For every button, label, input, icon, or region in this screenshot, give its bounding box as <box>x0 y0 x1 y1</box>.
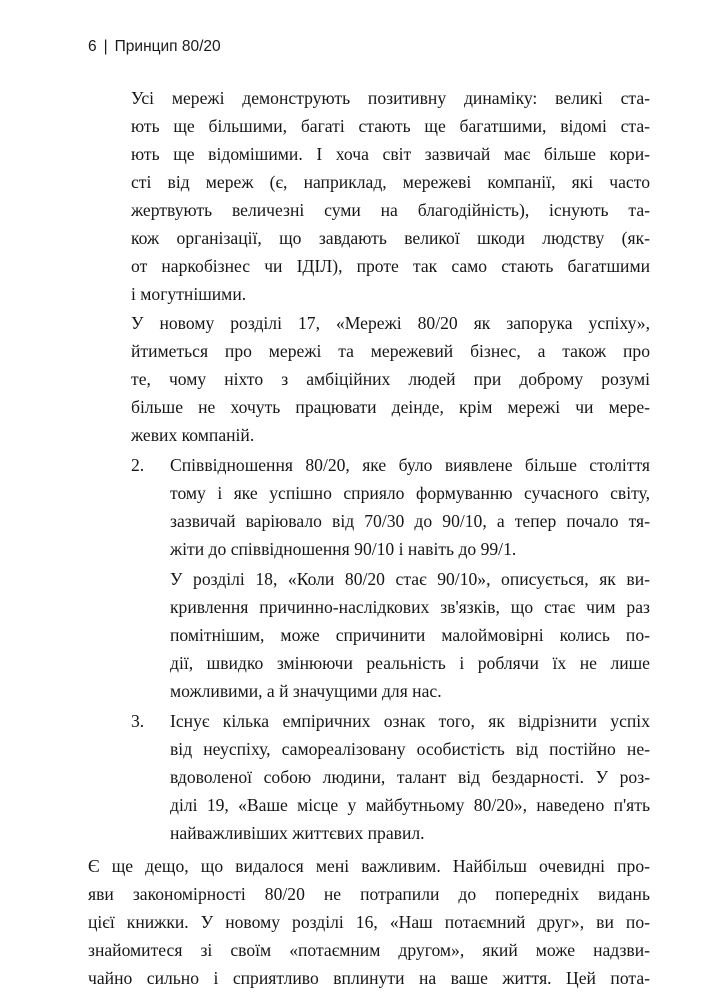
text-line: найважливіших життєвих правил. <box>170 823 425 843</box>
text-line: знайомитеся зі своїм «потаємним другом», який може надзви- <box>88 940 650 960</box>
text-line: У новому розділі 17, «Мережі 80/20 як запорука успіху», <box>131 313 650 333</box>
text-line: від неуспіху, самореалізовану особистість від постійно не- <box>170 739 650 759</box>
list-number: 3. <box>131 711 145 731</box>
text-line: У розділі 18, «Коли 80/20 стає 90/10», описується, як ви- <box>170 569 650 589</box>
text-line: ділі 19, «Ваше місце у майбутньому 80/20», наведено п'ять <box>170 795 650 815</box>
text-line: яви закономірності 80/20 не потрапили до попередніх видань <box>88 884 650 904</box>
running-header <box>88 38 221 56</box>
text-line: Є ще дещо, що видалося мені важливим. Найбільш очевидні про- <box>88 856 650 876</box>
text-line: Усі мережі демонструють позитивну динаміку: великі ста- <box>131 88 650 108</box>
text-line: кож організації, що завдають великої шкоди людству (як- <box>131 228 650 248</box>
text-line: ють ще більшими, багаті стають ще багатшими, відомі ста- <box>131 116 650 136</box>
text-line: йтиметься про мережі та мережевий бізнес, а також про <box>131 341 650 361</box>
text-line: більше не хочуть працювати деінде, крім мережі чи мере- <box>131 397 650 417</box>
text-line: дії, швидко змінюючи реальність і роблячи їх не лише <box>170 653 650 673</box>
text-line: Існує кілька емпіричних ознак того, як відрізнити успіх <box>170 711 650 731</box>
text-line: чайно сильно і сприятливо вплинути на ваше життя. Цей пота- <box>88 968 650 988</box>
text-line: зазвичай варіювало від 70/30 до 90/10, а тепер почало тя- <box>170 511 650 531</box>
header-separator: | <box>103 38 108 55</box>
text-line: те, чому ніхто з амбіційних людей при доброму розумі <box>131 369 650 389</box>
text-line: ють ще відомішими. І хоча світ зазвичай має більше кори- <box>131 144 650 164</box>
text-line: сті від мереж (є, наприклад, мережеві компанії, які часто <box>131 172 650 192</box>
text-line: кривлення причинно-наслідкових зв'язків, що стає чим раз <box>170 597 650 617</box>
text-line: от наркобізнес чи ІДІЛ), проте так само стають багатшими <box>131 256 650 276</box>
book-title: Принцип 80/20 <box>114 38 221 55</box>
text-line: жіти до співвідношення 90/10 і навіть до 99/1. <box>170 539 517 559</box>
text-line: і могутнішими. <box>131 284 247 304</box>
text-line: тому і яке успішно сприяло формуванню сучасного світу, <box>170 483 650 503</box>
text-line: помітнішим, може спричинити малоймовірні колись по- <box>170 625 650 645</box>
text-line: Співвідношення 80/20, яке було виявлене більше століття <box>170 455 650 475</box>
text-line: цієї книжки. У новому розділі 16, «Наш потаємний друг», ви по- <box>88 912 650 932</box>
text-line: жертвують величезні суми на благодійність), існують та- <box>131 200 650 220</box>
text-line: жевих компаній. <box>131 425 255 445</box>
page-number: 6 <box>88 38 97 55</box>
text-line: вдоволеної собою людини, талант від бездарності. У роз- <box>170 767 650 787</box>
list-number: 2. <box>131 455 145 475</box>
text-line: можливими, а й значущими для нас. <box>170 681 442 701</box>
